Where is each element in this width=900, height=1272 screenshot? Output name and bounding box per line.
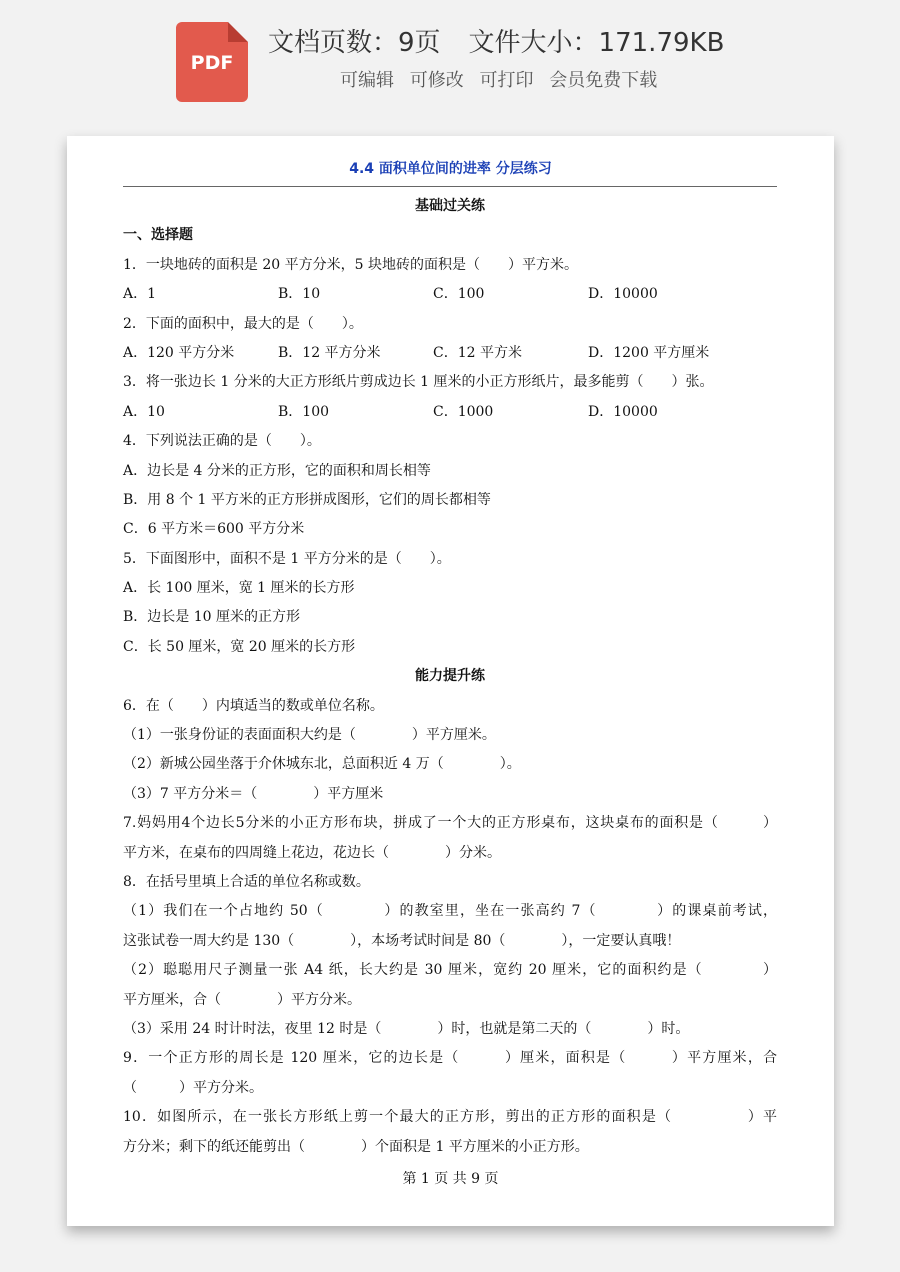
- option-b: B．12 平方分米: [278, 344, 381, 361]
- question-2-options: [123, 339, 777, 368]
- section-heading-advanced: 能力提升练: [415, 668, 485, 685]
- question-5: 5．下面图形中，面积不是 1 平方分米的是（ ）。: [123, 550, 451, 567]
- option-d: D．10000: [588, 286, 658, 303]
- question-9-line-2: （ ）平方分米。: [123, 1079, 263, 1096]
- question-6-part-1: （1）一张身份证的表面面积大约是（ ）平方厘米。: [123, 727, 496, 744]
- option-c: C．100: [433, 286, 485, 303]
- title-divider: [123, 186, 777, 187]
- question-7-line-2: 平方米，在桌布的四周缝上花边，花边长（ ）分米。: [123, 844, 501, 861]
- feature-modifiable: 可修改: [409, 70, 464, 91]
- question-5-option-c: C．长 50 厘米，宽 20 厘米的长方形: [123, 638, 356, 655]
- feature-list: [340, 66, 667, 92]
- question-3-options: [123, 398, 777, 427]
- question-10-line-2: 方分米；剩下的纸还能剪出（ ）个面积是 1 平方厘米的小正方形。: [123, 1138, 589, 1155]
- option-d: D．10000: [588, 403, 658, 420]
- file-size-text: 文件大小：171.79KB: [468, 28, 725, 58]
- option-a: A．10: [123, 403, 165, 420]
- question-5-option-b: B．边长是 10 厘米的正方形: [123, 609, 301, 626]
- question-8-part-2-line-2: 平方厘米，合（ ）平方分米。: [123, 991, 361, 1008]
- page-count-text: 文档页数：9页: [268, 28, 441, 58]
- question-4-option-b: B．用 8 个 1 平方米的正方形拼成图形，它们的周长都相等: [123, 491, 491, 508]
- question-6-part-3: （3）7 平方分米＝（ ）平方厘米: [123, 785, 384, 802]
- page-fold-corner: [228, 22, 248, 42]
- question-4: 4．下列说法正确的是（ ）。: [123, 433, 321, 450]
- option-d: D．1200 平方厘米: [588, 344, 710, 361]
- document-page[interactable]: [67, 136, 834, 1226]
- question-4-option-a: A．边长是 4 分米的正方形，它的面积和周长相等: [123, 462, 431, 479]
- pdf-icon-label: PDF: [190, 52, 234, 74]
- question-1-options: [123, 280, 777, 309]
- feature-editable: 可编辑: [340, 70, 394, 91]
- download-banner: [0, 0, 900, 120]
- question-6-part-2: （2）新城公园坐落于介休城东北，总面积近 4 万（ ）。: [123, 756, 521, 773]
- question-8-part-3: （3）采用 24 时计时法，夜里 12 时是（ ）时，也就是第二天的（ ）时。: [123, 1020, 690, 1037]
- option-c: C．12 平方米: [433, 344, 522, 361]
- option-a: A．120 平方分米: [123, 344, 235, 361]
- section-heading-basic: 基础过关练: [415, 198, 485, 214]
- question-2: 2．下面的面积中，最大的是（ ）。: [123, 315, 363, 332]
- question-4-option-c: C．6 平方米＝600 平方分米: [123, 521, 305, 538]
- question-1: 1．一块地砖的面积是 20 平方分米，5 块地砖的面积是（ ）平方米。: [123, 256, 578, 273]
- page-footer: 第 1 页 共 9 页: [402, 1171, 499, 1187]
- document-body: [123, 192, 777, 1162]
- question-8-part-2-line-1: （2）聪聪用尺子测量一张 A4 纸，长大约是 30 厘米，宽约 20 厘米，它的面积约是（ ）: [123, 962, 777, 979]
- feature-printable: 可打印: [479, 70, 534, 91]
- feature-member-download: 会员免费下载: [549, 70, 658, 91]
- file-info: [268, 22, 724, 59]
- part-heading-choice: 一、选择题: [123, 227, 193, 244]
- option-c: C．1000: [433, 403, 494, 420]
- question-6: 6．在（ ）内填适当的数或单位名称。: [123, 697, 384, 714]
- question-9-line-1: 9．一个正方形的周长是 120 厘米，它的边长是（ ）厘米，面积是（ ）平方厘米，合: [123, 1050, 777, 1067]
- option-b: B．100: [278, 403, 330, 420]
- option-b: B．10: [278, 286, 321, 303]
- question-8-part-1-line-1: （1）我们在一个占地约 50（ ）的教室里，坐在一张高约 7（ ）的课桌前考试，: [123, 903, 777, 920]
- pdf-file-icon: [176, 22, 248, 102]
- question-8-part-1-line-2: 这张试卷一周大约是 130（ ），本场考试时间是 80（ ），一定要认真哦！: [123, 932, 681, 949]
- question-3: 3．将一张边长 1 分米的大正方形纸片剪成边长 1 厘米的小正方形纸片，最多能剪（ ）张。: [123, 374, 714, 391]
- option-a: A．1: [123, 286, 157, 303]
- document-title: 4.4 面积单位间的进率 分层练习: [349, 161, 552, 177]
- question-7-line-1: 7.妈妈用4个边长5分米的小正方形布块，拼成了一个大的正方形桌布，这块桌布的面积是（ ）: [123, 815, 777, 832]
- question-10-line-1: 10．如图所示，在一张长方形纸上剪一个最大的正方形，剪出的正方形的面积是（ ）平: [123, 1109, 777, 1126]
- question-5-option-a: A．长 100 厘米，宽 1 厘米的长方形: [123, 580, 355, 597]
- question-8: 8．在括号里填上合适的单位名称或数。: [123, 873, 370, 890]
